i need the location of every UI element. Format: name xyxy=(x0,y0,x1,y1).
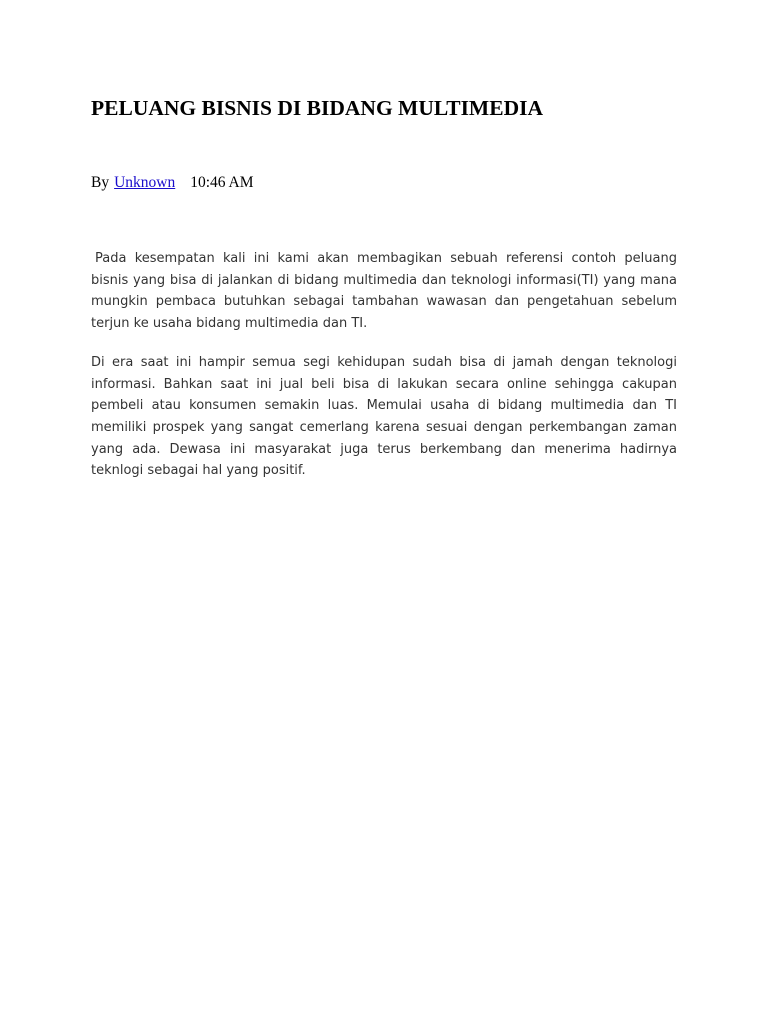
paragraph: Di era saat ini hampir semua segi kehidupan sudah bisa di jamah dengan teknologi informasi. Bahkan saat ini jual beli bisa di lakukan secara online sehingga cakupan pembeli atau konsumen semakin luas. Memulai usaha di bidang multimedia dan TI memiliki prospek yang sangat cemerlang karena sesuai dengan perkembangan zaman yang ada. Dewasa ini masyarakat juga terus berkembang dan menerima hadirnya teknlogi sebagai hal yang positif. xyxy=(91,354,677,479)
post-title: PELUANG BISNIS DI BIDANG MULTIMEDIA xyxy=(91,96,543,120)
paragraph: Pada kesempatan kali ini kami akan membagikan sebuah referensi contoh peluang bisnis yang bisa di jalankan di bidang multimedia dan teknologi informasi(TI) yang mana mungkin pembaca butuhkan sebagai tambahan wawasan dan pengetahuan sebelum terjun ke usaha bidang multimedia dan TI. xyxy=(91,251,677,332)
author-link[interactable]: Unknown xyxy=(114,174,176,191)
post-time: 10:46 AM xyxy=(190,174,254,191)
post-body xyxy=(91,248,677,499)
by-label: By xyxy=(91,174,110,191)
post-byline xyxy=(91,173,254,193)
